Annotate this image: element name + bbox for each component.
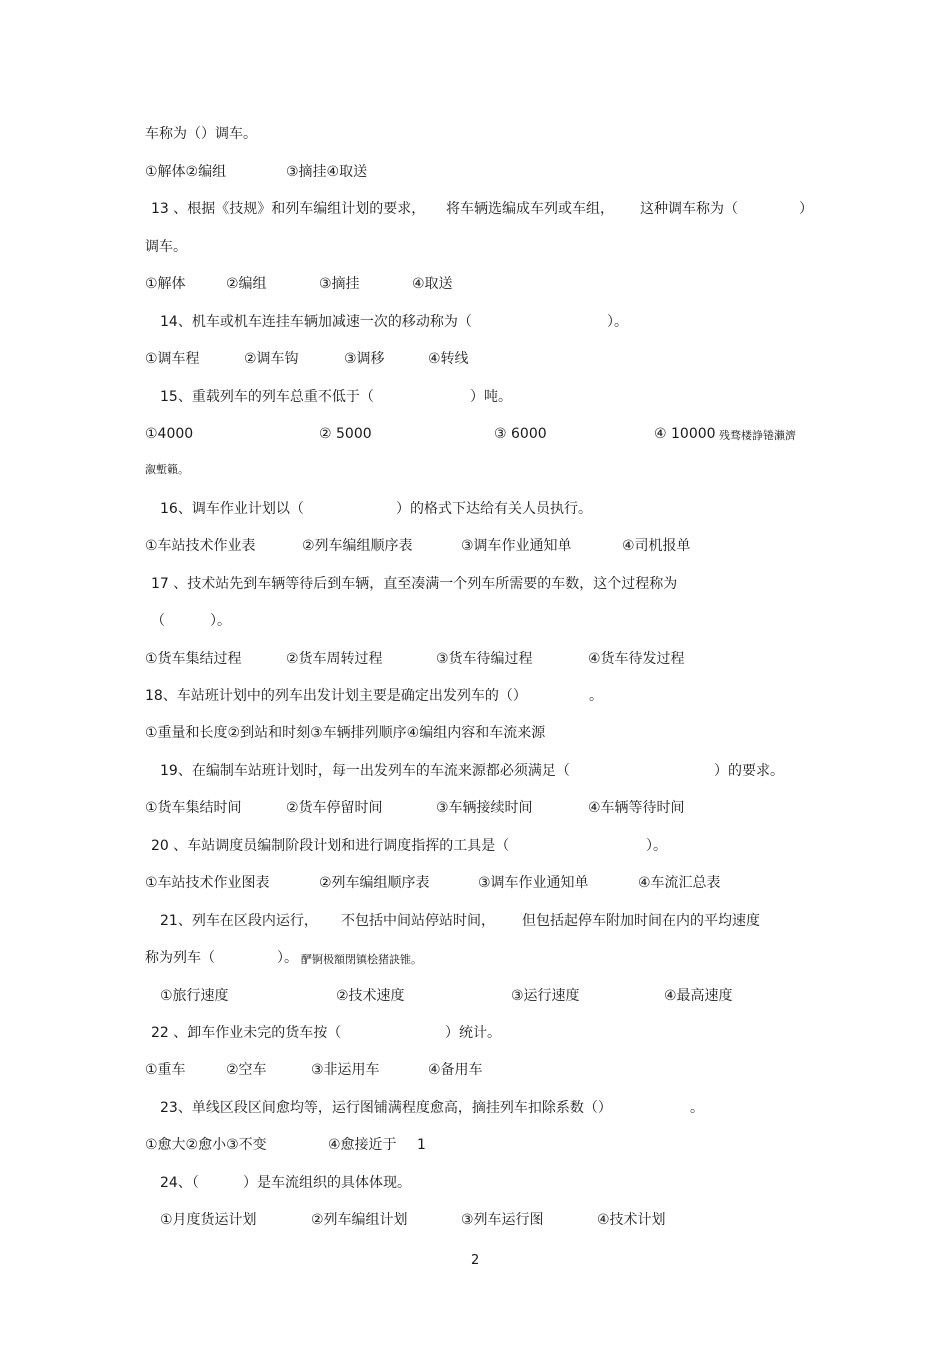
option: ②空车 (226, 1062, 267, 1078)
text-segment: 20 、车站调度员编制阶段计划和进行调度指挥的工具是（ (151, 838, 510, 854)
option: ①货车集结时间 (145, 800, 242, 816)
option: ②列车编组计划 (311, 1212, 408, 1228)
text-segment: 17 、技术站先到车辆等待后到车辆，直至凑满一个列车所需要的车数，这个过程称为 (151, 576, 678, 592)
noise-text: 溆塹籟。 (145, 463, 189, 476)
option: ④货车待发过程 (588, 651, 685, 667)
text-segment: 14、机车或机车连挂车辆加减速一次的移动称为（ (160, 314, 472, 330)
question-17 (0, 575, 678, 611)
option: ②货车停留时间 (286, 800, 383, 816)
text-segment: ）吨。 (470, 389, 512, 405)
option: ③列车运行图 (461, 1212, 544, 1228)
option: ④技术计划 (597, 1212, 666, 1228)
text-segment: ）。 (607, 314, 628, 330)
option: ③调车作业通知单 (478, 875, 589, 891)
text-segment: ）。 (277, 950, 298, 966)
text-segment: 15、重载列车的列车总重不低于（ (160, 389, 374, 405)
text-segment: 。 (690, 1100, 704, 1116)
option: ②货车周转过程 (286, 651, 383, 667)
text-segment: ）是车流组织的具体体现。 (243, 1175, 411, 1191)
option: ④转线 (428, 351, 469, 367)
text-segment: ③摘挂④取送 (286, 164, 368, 180)
text-line (0, 125, 257, 161)
option: ④愈接近于 (328, 1137, 397, 1153)
option: ③货车待编过程 (436, 651, 533, 667)
text-segment: 但包括起停车附加时间在内的平均速度 (522, 913, 760, 929)
option: ② 5000 (319, 426, 372, 442)
option: ②调车钩 (244, 351, 299, 367)
option: ①旅行速度 (160, 988, 229, 1004)
text-segment: 21、列车在区段内运行， (160, 913, 318, 929)
option: ①解体 (145, 276, 186, 292)
text-segment: 不包括中间站停站时间， (341, 913, 495, 929)
option: ④ 10000 (654, 426, 716, 442)
option: ②编组 (226, 276, 267, 292)
text-segment: ） (799, 201, 813, 217)
text-segment: 调车。 (145, 239, 187, 255)
text-line (0, 461, 189, 497)
text-segment: 将车辆选编成车列或车组， (446, 201, 614, 217)
option: ④备用车 (428, 1062, 483, 1078)
option: ③运行速度 (511, 988, 580, 1004)
text-segment: ）统计。 (445, 1025, 501, 1041)
option: ①重车 (145, 1062, 186, 1078)
option: ①车站技术作业表 (145, 538, 256, 554)
text-segment: ）。 (646, 838, 667, 854)
text-segment: ）的格式下达给有关人员执行。 (396, 501, 592, 517)
text-segment: 车称为（）调车。 (145, 126, 257, 142)
option: ④司机报单 (622, 538, 691, 554)
text-segment: 23、单线区段区间愈均等，运行图铺满程度愈高，摘挂列车扣除系数（） (160, 1100, 612, 1116)
option: ④取送 (412, 276, 453, 292)
text-segment: 称为列车（ (145, 950, 215, 966)
text-segment: 19、在编制车站班计划时，每一出发列车的车流来源都必须满足（ (160, 763, 570, 779)
option: ③摘挂 (319, 276, 360, 292)
page-number: 2 (471, 1253, 480, 1268)
text-line (0, 238, 187, 274)
text-segment: 13 、根据《技规》和列车编组计划的要求， (151, 201, 426, 217)
option: ①愈大②愈小③不变 (145, 1137, 267, 1153)
option: ①4000 (145, 426, 194, 442)
option: ②技术速度 (336, 988, 405, 1004)
option: ③ 6000 (494, 426, 547, 442)
text-segment: 16、调车作业计划以（ (160, 501, 304, 517)
option: ③调移 (344, 351, 385, 367)
option: ①货车集结过程 (145, 651, 242, 667)
text-segment: 18、车站班计划中的列车出发计划主要是确定出发列车的（） (145, 688, 527, 704)
option: 1 (417, 1137, 426, 1153)
option: ④车流汇总表 (638, 875, 721, 891)
option: ③非运用车 (311, 1062, 380, 1078)
options-line (0, 724, 546, 760)
text-segment: 24、（ (160, 1175, 199, 1191)
option: ②列车编组顺序表 (302, 538, 413, 554)
text-segment: 22 、卸车作业未完的货车按（ (151, 1025, 342, 1041)
text-segment: 。 (589, 688, 603, 704)
option: ①车站技术作业图表 (145, 875, 270, 891)
option: ③车辆接续时间 (436, 800, 533, 816)
option: ①月度货运计划 (160, 1212, 257, 1228)
option: ②列车编组顺序表 (319, 875, 430, 891)
text-segment: ）。 (210, 613, 231, 629)
option: ③调车作业通知单 (461, 538, 572, 554)
option: ④车辆等待时间 (588, 800, 685, 816)
text-segment: ）的要求。 (714, 763, 784, 779)
options-line (0, 1211, 666, 1301)
text-segment: （ (151, 613, 165, 629)
noise-text: 残骛楼諍锩瀨濟 (719, 429, 796, 442)
text-segment: 这种调车称为（ (640, 201, 738, 217)
noise-text: 酽锕极額閉镇桧猪訣锥。 (301, 953, 422, 966)
option: ①调车程 (145, 351, 200, 367)
option: ①重量和长度②到站和时刻③车辆排列顺序④编组内容和车流来源 (145, 725, 546, 741)
text-segment: ①解体②编组 (145, 164, 227, 180)
option: ④最高速度 (664, 988, 733, 1004)
